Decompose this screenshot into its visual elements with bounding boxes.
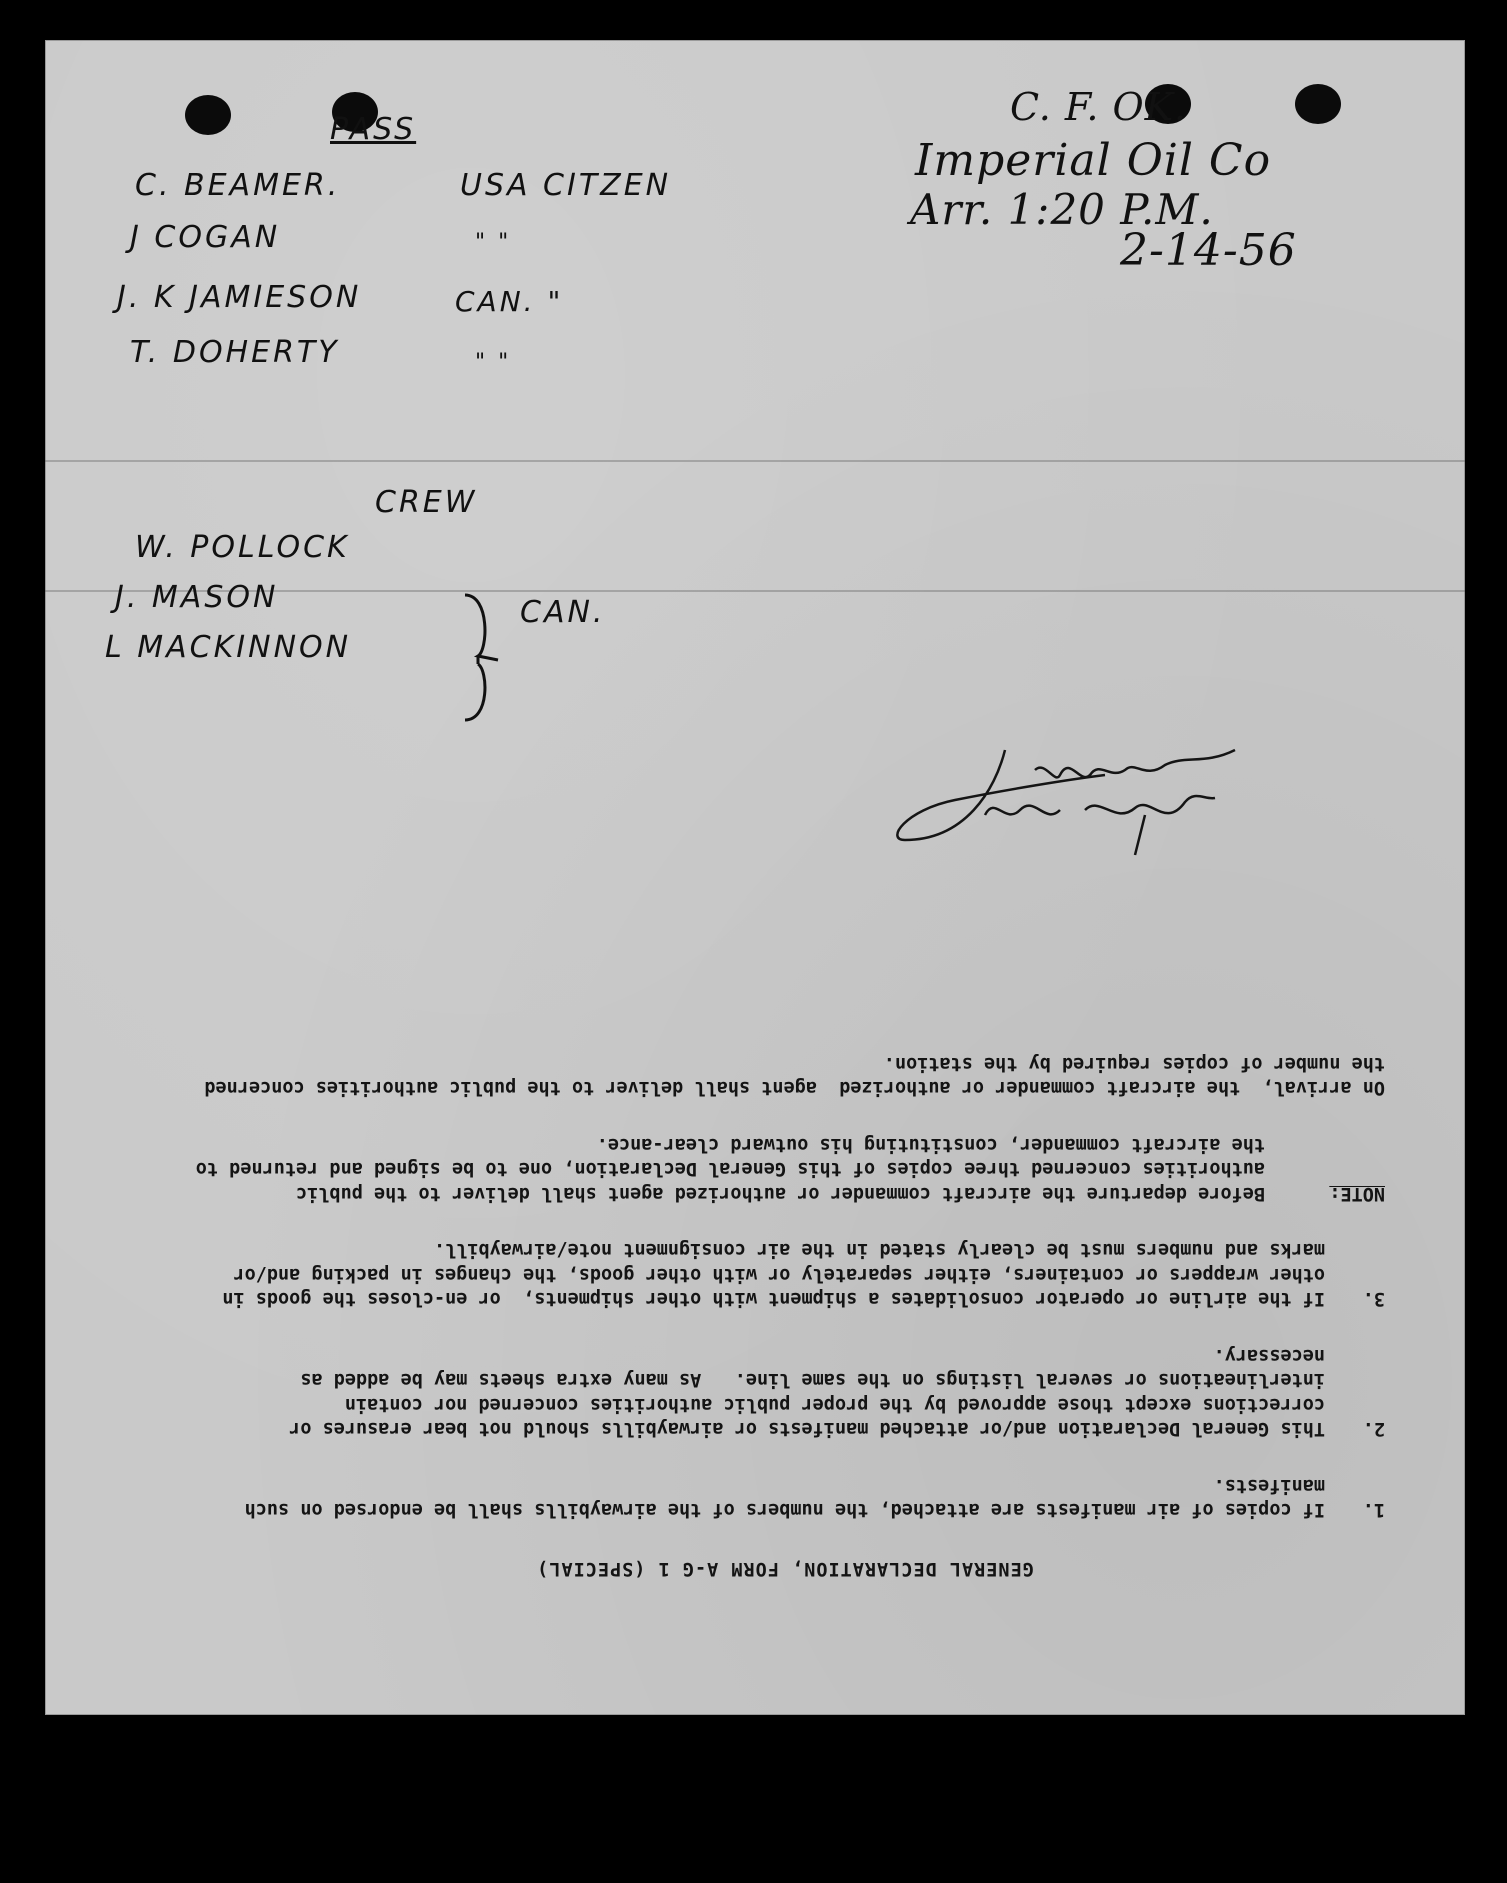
item-text: If copies of air manifests are attached, the numbers of the airwaybills shall be endorsed on such manifests. (233, 1475, 1325, 1521)
form-note (185, 1132, 1385, 1206)
passenger-status: " " (475, 230, 512, 255)
crew-member: J. MASON (115, 580, 279, 615)
item-text: If the airline or operator consolidates a shipment with other shipments, or en-closes the goods in other wrappers or containers, either separately or with other goods, the changes in packing and/or marks and numbers must be clearly stated in the air consignment note/airwaybill. (211, 1239, 1325, 1310)
punch-hole (1295, 84, 1341, 124)
form-item (185, 1473, 1385, 1522)
crew-member: W. POLLOCK (135, 530, 350, 565)
passenger-status: CAN. " (455, 285, 564, 318)
item-number: 2. (1362, 1418, 1385, 1440)
passenger-name: J COGAN (130, 220, 281, 255)
note-text: Before departure the aircraft commander or authorized agent shall deliver to the public authorities concerned three copies of this General Declaration, one to be signed and returned to the aircraft commander, constituting his outward clear-ance. (184, 1134, 1265, 1204)
item-number: 1. (1362, 1499, 1385, 1521)
form-item (185, 1237, 1385, 1311)
crew-heading: CREW (375, 485, 478, 520)
document-page (45, 40, 1465, 1715)
passenger-name: C. BEAMER. (135, 168, 341, 203)
crew-status: CAN. (520, 595, 606, 630)
item-number: 3. (1362, 1288, 1385, 1310)
crew-member: L MACKINNON (105, 630, 352, 665)
note-label: NOTE: (1329, 1183, 1385, 1204)
passenger-status: USA CITZEN (460, 168, 672, 203)
crew-bracket (460, 590, 500, 725)
fold-line (45, 460, 1465, 462)
passenger-status: " " (475, 350, 512, 375)
item-text: This General Declaration and/or attached manifests or airwaybills should not bear erasures or corrections except those approved by the proper public authorities concerned nor contain interlineations or several listings on the same line. As many extra sheets may be added as necessary. (278, 1345, 1325, 1440)
form-title: GENERAL DECLARATION, FORM A-G 1 (SPECIAL) (536, 1558, 1034, 1579)
passenger-name: J. K JAMIESON (117, 280, 362, 315)
typed-form-block (185, 930, 1385, 1580)
stamp-line: Imperial Oil Co (915, 135, 1272, 186)
arrival-text: On arrival, the aircraft commander or authorized agent shall deliver to the public authorities concerned the number of copies required by the station. (193, 1053, 1385, 1099)
pass-heading: PASS (330, 112, 417, 147)
passenger-name: T. DOHERTY (130, 335, 340, 370)
stamp-line: Arr. 1:20 P.M. (910, 185, 1214, 234)
stamp-line: C. F. OK. (1010, 85, 1188, 129)
stamp-line: 2-14-56 (1120, 225, 1297, 276)
punch-hole (185, 95, 231, 135)
form-item (185, 1343, 1385, 1441)
inspector-signature (885, 730, 1265, 860)
